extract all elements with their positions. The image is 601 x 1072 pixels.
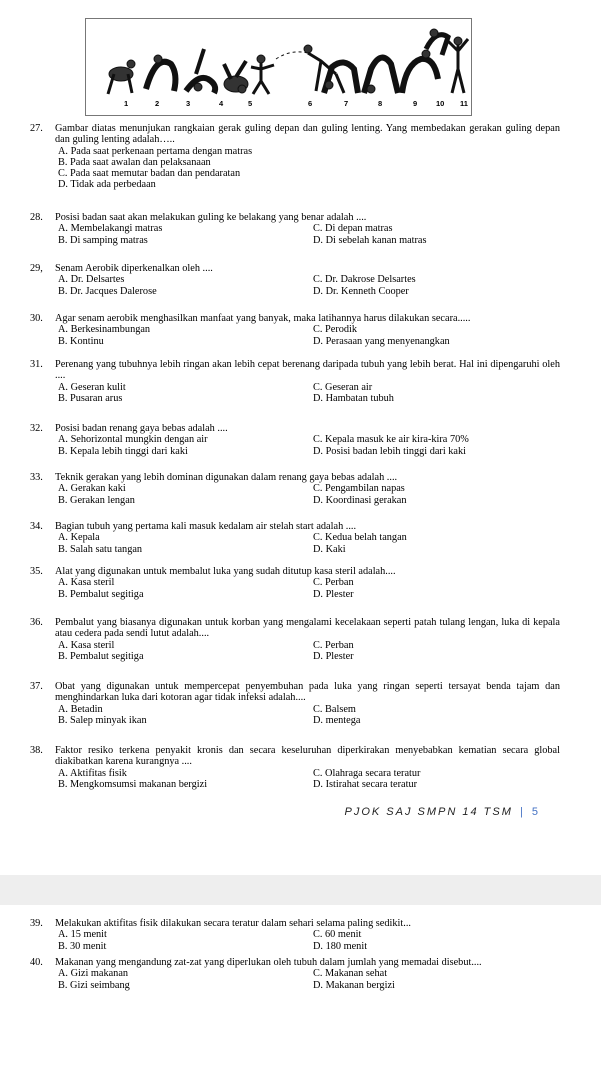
answer-option: C. Perban — [313, 639, 354, 651]
footer-text: PJOK SAJ SMPN 14 TSM — [344, 806, 513, 818]
question-item — [30, 745, 560, 790]
question-number: 32. — [30, 423, 43, 434]
question-item — [30, 472, 560, 506]
question-text: Posisi badan saat akan melakukan guling ke belakang yang benar adalah .... — [55, 212, 367, 223]
question-number: 29, — [30, 263, 43, 274]
question-item — [30, 359, 560, 404]
question-item — [30, 263, 560, 297]
question-item — [30, 313, 560, 347]
answer-option: D. Koordinasi gerakan — [313, 494, 407, 506]
answer-option: C. Perban — [313, 577, 354, 589]
answer-option: D. Makanan bergizi — [313, 979, 395, 991]
answer-options — [58, 532, 560, 555]
question-text: Makanan yang mengandung zat-zat yang diperlukan oleh tubuh dalam jumlah yang memadai disebut.... — [55, 957, 482, 968]
answer-option: C. Perodik — [313, 324, 358, 336]
question-number: 30. — [30, 313, 43, 324]
question-text: Perenang yang tubuhnya lebih ringan akan lebih cepat berenang daripada tubuh yang lebih berat. Hal ini dipengaruhi oleh .... — [55, 359, 560, 382]
figure-label: 4 — [219, 99, 224, 108]
answer-options — [58, 434, 560, 457]
question-item — [30, 566, 560, 600]
answer-option: D. Perasaan yang menyenangkan — [313, 335, 450, 347]
answer-options — [58, 968, 560, 991]
answer-option: C. Dr. Dakrose Delsartes — [313, 274, 416, 286]
question-number: 37. — [30, 681, 43, 692]
answer-option: A. Membelakangi matras — [58, 223, 163, 235]
question-number: 35. — [30, 566, 43, 577]
figure-label: 7 — [344, 99, 349, 108]
question-text: Bagian tubuh yang pertama kali masuk kedalam air stelah start adalah .... — [55, 521, 357, 532]
question-text: Faktor resiko terkena penyakit kronis dan secara keseluruhan diperkirakan menyebabkan kematian secara global diakibatkan karena kurangnya .... — [55, 745, 560, 768]
answer-option: B. Mengkomsumsi makanan bergizi — [58, 778, 208, 790]
answer-option: B. Dr. Jacques Dalerose — [58, 285, 157, 297]
answer-option: B. Gizi seimbang — [58, 979, 130, 991]
answer-option: C. Makanan sehat — [313, 968, 388, 980]
page-number: 5 — [531, 806, 538, 818]
question-text: Gambar diatas menunjukan rangkaian gerak guling depan dan guling lenting. Yang membedakan gerakan guling depan dan guling lenting adalah….. — [55, 123, 560, 146]
answer-options — [58, 382, 560, 405]
question-item — [30, 617, 560, 662]
question-text: Agar senam aerobik menghasilkan manfaat yang banyak, maka latihannya harus dilakukan secara..... — [55, 313, 471, 324]
answer-option: C. Geseran air — [313, 381, 373, 393]
question-item — [30, 212, 560, 246]
question-item — [30, 521, 560, 555]
answer-option: A. Sehorizontal mungkin dengan air — [58, 434, 208, 446]
question-item — [30, 681, 560, 726]
answer-option: A. Kepala — [58, 532, 100, 544]
answer-option: D. Posisi badan lebih tinggi dari kaki — [313, 445, 467, 457]
answer-option: D. Kaki — [313, 543, 346, 555]
answer-option: D. Istirahat secara teratur — [313, 778, 418, 790]
figure-label: 11 — [460, 99, 468, 108]
answer-option: B. 30 menit — [58, 940, 107, 952]
question-item — [30, 123, 560, 191]
answer-option: C. Pada saat memutar badan dan pendaratan — [58, 168, 241, 180]
answer-option: A. Berkesinambungan — [58, 324, 151, 336]
question-text: Teknik gerakan yang lebih dominan digunakan dalam renang gaya bebas adalah .... — [55, 472, 398, 483]
question-text: Melakukan aktifitas fisik dilakukan secara teratur dalam sehari selama paling sedikit... — [55, 918, 411, 929]
answer-option: D. 180 menit — [313, 940, 368, 952]
question-text: Posisi badan renang gaya bebas adalah .... — [55, 423, 228, 434]
answer-option: B. Salah satu tangan — [58, 543, 143, 555]
answer-option: A. Kasa steril — [58, 639, 115, 651]
answer-option: D. Dr. Kenneth Cooper — [313, 285, 409, 297]
gymnastics-sequence-figure — [85, 18, 472, 116]
answer-option: C. Di depan matras — [313, 223, 393, 235]
figure-label: 6 — [308, 99, 313, 108]
answer-options — [58, 274, 560, 297]
answer-option: A. 15 menit — [58, 929, 107, 941]
answer-option: C. Pengambilan napas — [313, 483, 405, 495]
answer-option: A. Pada saat perkenaan pertama dengan matras — [58, 145, 253, 157]
answer-option: B. Pembalut segitiga — [58, 588, 144, 600]
document-page-2 — [0, 905, 601, 1072]
answer-options — [58, 929, 560, 952]
answer-option: A. Gizi makanan — [58, 968, 129, 980]
figure-label: 9 — [413, 99, 418, 108]
figure-label: 1 — [124, 99, 129, 108]
question-number: 33. — [30, 472, 43, 483]
question-number: 34. — [30, 521, 43, 532]
answer-options — [58, 768, 560, 791]
answer-option: B. Kepala lebih tinggi dari kaki — [58, 445, 188, 457]
answer-options — [58, 483, 560, 506]
question-item — [30, 918, 560, 952]
answer-option: D. Plester — [313, 650, 354, 662]
answer-option: D. Plester — [313, 588, 354, 600]
answer-option: B. Di samping matras — [58, 234, 148, 246]
question-text: Obat yang digunakan untuk mempercepat penyembuhan pada luka yang ringan seperti tersayat benda tajam dan menghindarkan luka dari kotoran agar tidak infeksi adalah.... — [55, 681, 560, 704]
question-number: 38. — [30, 745, 43, 756]
question-text: Pembalut yang biasanya digunakan untuk korban yang mengalami kecelakaan seperti patah tulang lengan, luka di kepala atau cedera pada sendi lutut adalah.... — [55, 617, 560, 640]
question-item — [30, 423, 560, 457]
answer-option: D. mentega — [313, 714, 361, 726]
answer-option: C. 60 menit — [313, 929, 362, 941]
question-item — [30, 957, 560, 991]
figure-label: 3 — [186, 99, 191, 108]
question-text: Alat yang digunakan untuk membalut luka yang sudah ditutup kasa steril adalah.... — [55, 566, 396, 577]
answer-options — [58, 146, 560, 191]
answer-option: C. Kedua belah tangan — [313, 532, 407, 544]
figure-label: 5 — [248, 99, 253, 108]
question-number: 27. — [30, 123, 43, 134]
question-number: 36. — [30, 617, 43, 628]
question-number: 31. — [30, 359, 43, 370]
answer-option: D. Tidak ada perbedaan — [58, 179, 156, 191]
answer-option: D. Di sebelah kanan matras — [313, 234, 427, 246]
page-gap — [0, 875, 601, 905]
question-number: 28. — [30, 212, 43, 223]
answer-option: B. Kontinu — [58, 335, 104, 347]
answer-option: C. Kepala masuk ke air kira-kira 70% — [313, 434, 469, 446]
answer-options — [58, 324, 560, 347]
question-text: Senam Aerobik diperkenalkan oleh .... — [55, 263, 213, 274]
figure-labels — [86, 99, 471, 113]
answer-option: A. Aktifitas fisik — [58, 767, 127, 779]
answer-option: B. Pusaran arus — [58, 392, 123, 404]
question-number: 40. — [30, 957, 43, 968]
answer-option: A. Gerakan kaki — [58, 483, 126, 495]
answer-option: B. Pada saat awalan dan pelaksanaan — [58, 156, 211, 168]
answer-options — [58, 223, 560, 246]
answer-option: C. Olahraga secara teratur — [313, 767, 421, 779]
figure-label: 2 — [155, 99, 160, 108]
answer-option: B. Salep minyak ikan — [58, 714, 147, 726]
answer-option: D. Hambatan tubuh — [313, 392, 394, 404]
footer-separator: | — [519, 806, 525, 818]
answer-option: A. Betadin — [58, 703, 103, 715]
answer-option: A. Geseran kulit — [58, 381, 126, 393]
answer-option: A. Dr. Delsartes — [58, 274, 125, 286]
answer-options — [58, 577, 560, 600]
answer-option: B. Pembalut segitiga — [58, 650, 144, 662]
figure-label: 10 — [436, 99, 445, 108]
question-number: 39. — [30, 918, 43, 929]
answer-options — [58, 704, 560, 727]
answer-options — [58, 640, 560, 663]
answer-option: C. Balsem — [313, 703, 356, 715]
answer-option: A. Kasa steril — [58, 577, 115, 589]
gymnastics-figures-icon — [86, 19, 471, 99]
page-footer — [345, 806, 538, 818]
figure-label: 8 — [378, 99, 383, 108]
answer-option: B. Gerakan lengan — [58, 494, 135, 506]
